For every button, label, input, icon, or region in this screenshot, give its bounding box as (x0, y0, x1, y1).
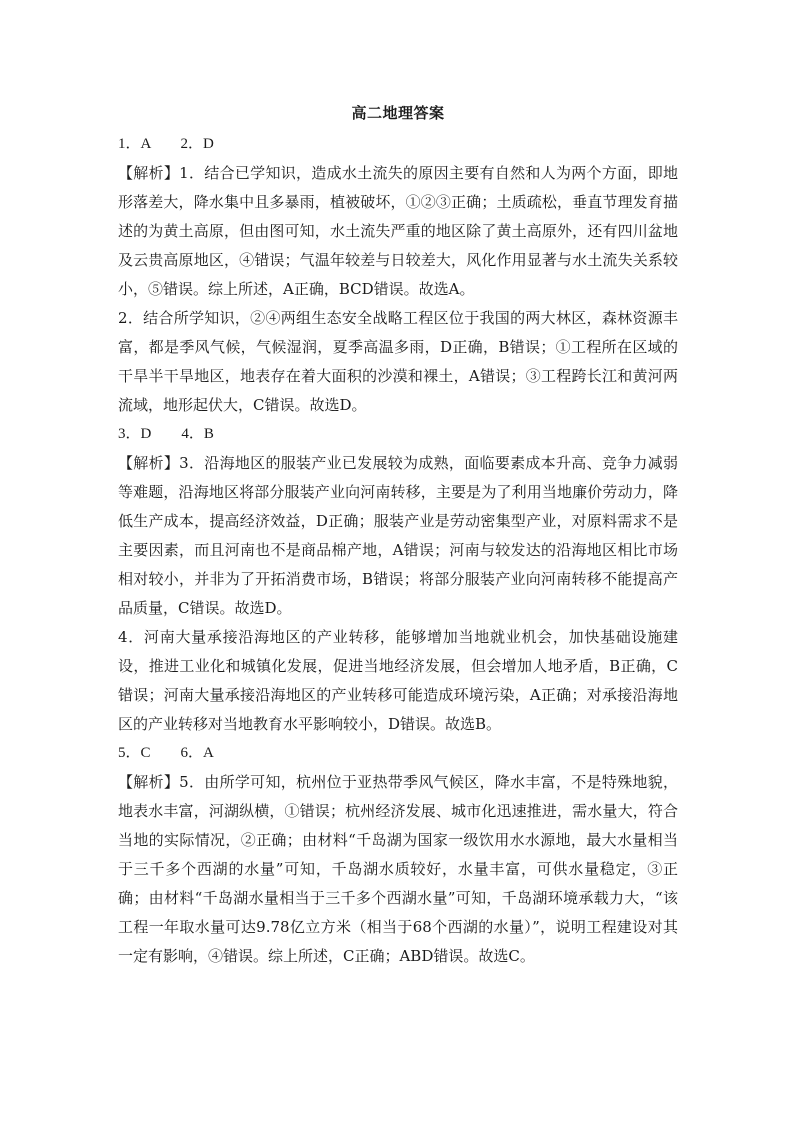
answer-group-1 (118, 130, 678, 420)
explanation-paragraph: 【解析】1．结合已学知识，造成水土流失的原因主要有自然和人为两个方面，即地形落差大，降水集中且多暴雨，植被破坏，①②③正确；土质疏松，垂直节理发育描述的为黄土高原，但由图可知，水土流失严重的地区除了黄土高原外，还有四川盆地及云贵高原地区，④错误；气温年较差与日较差大，风化作用显著与水土流失关系较小，⑤错误。综上所述，A正确，BCD错误。故选A。 (118, 164, 678, 298)
answer-key-line: 3．D 4．B (118, 426, 214, 442)
answer-group-2 (118, 420, 678, 739)
document-body (118, 100, 678, 971)
explanation-paragraph: 【解析】3．沿海地区的服装产业已发展较为成熟，面临要素成本升高、竞争力减弱等难题，沿海地区将部分服装产业向河南转移，主要是为了利用当地廉价劳动力，降低生产成本，提高经济效益，D正确；服装产业是劳动密集型产业，对原料需求不是主要因素，而且河南也不是商品棉产地，A错误；河南与较发达的沿海地区相比市场相对较小，并非为了开拓消费市场，B错误；将部分服装产业向河南转移不能提高产品质量，C错误。故选D。 (118, 454, 678, 617)
explanation-paragraph: 4．河南大量承接沿海地区的产业转移，能够增加当地就业机会，加快基础设施建设，推进工业化和城镇化发展，促进当地经济发展，但会增加人地矛盾，B正确，C错误；河南大量承接沿海地区的产业转移可能造成环境污染，A正确；对承接沿海地区的产业转移对当地教育水平影响较小，D错误。故选B。 (118, 628, 678, 733)
explanation-paragraph: 【解析】5．由所学可知，杭州位于亚热带季风气候区，降水丰富，不是特殊地貌，地表水丰富，河湖纵横，①错误；杭州经济发展、城市化迅速推进，需水量大，符合当地的实际情况，②正确；由材料“千岛湖为国家一级饮用水水源地，最大水量相当于三千多个西湖的水量”可知，千岛湖水质较好，水量丰富，可供水量稳定，③正确；由材料“千岛湖水量相当于三千多个西湖水量”可知，千岛湖环境承载力大，“该工程一年取水量可达9.78亿立方米（相当于68个西湖的水量）”，说明工程建设对其一定有影响，④错误。综上所述，C正确；ABD错误。故选C。 (118, 773, 678, 965)
answer-key-line: 1．A 2．D (118, 136, 214, 152)
page-title: 高二地理答案 (351, 104, 445, 122)
explanation-paragraph: 2．结合所学知识，②④两组生态安全战略工程区位于我国的两大林区，森林资源丰富，都是季风气候，气候湿润，夏季高温多雨，D正确，B错误；①工程所在区域的干旱半干旱地区，地表存在着大面积的沙漠和裸土，A错误；③工程跨长江和黄河两流域，地形起伏大，C错误。故选D。 (118, 309, 678, 414)
answer-key-line: 5．C 6．A (118, 745, 214, 761)
answer-group-3 (118, 739, 678, 971)
